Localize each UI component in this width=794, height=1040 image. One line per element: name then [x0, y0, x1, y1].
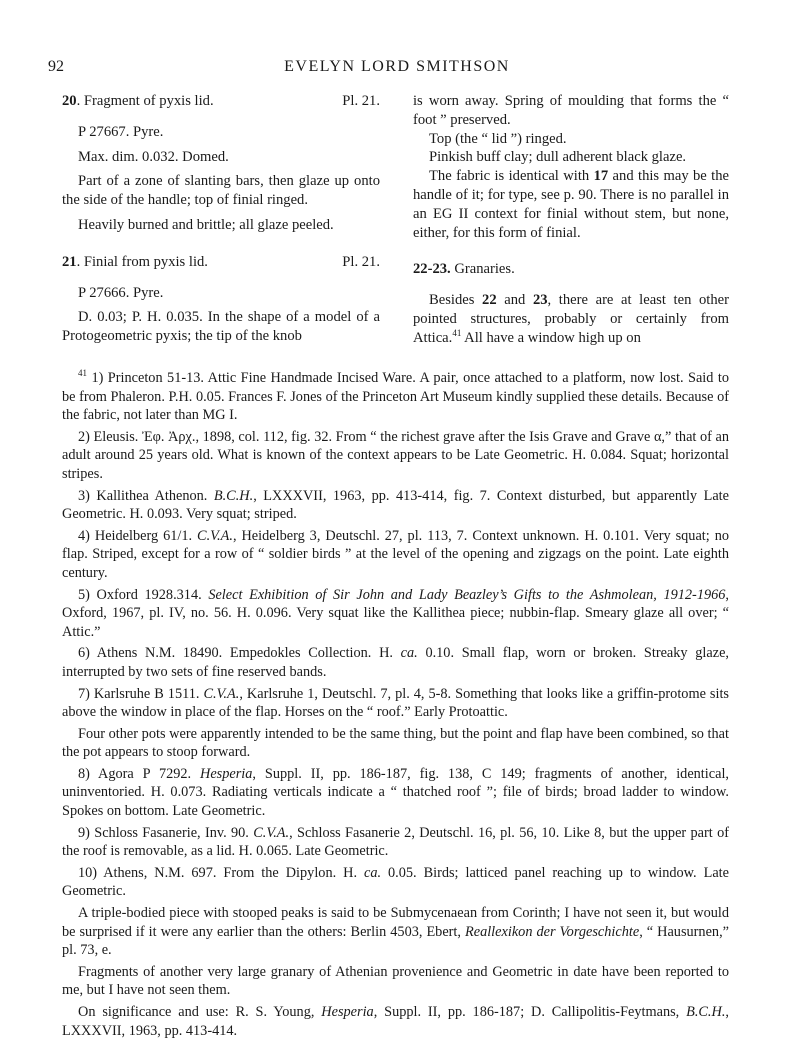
text-run: 5) Oxford 1928.314.: [78, 586, 209, 603]
entry-20-heading: 20. Fragment of pyxis lid. Pl. 21.: [62, 93, 380, 109]
text-run: 6) Athens N.M. 18490. Empedokles Collection. H.: [78, 645, 401, 662]
footnote-significance: [62, 1003, 729, 1040]
entry-21-fabric: [413, 167, 729, 242]
entry-21-continuation: is worn away. Spring of moulding that forms the “ foot ” preserved.: [413, 93, 729, 128]
text-run: Besides: [429, 292, 483, 309]
text-run: , Heidelberg 3, Deutschl. 27, pl. 113, 7. Context unknown. H. 0.101. Very squat; no flap. Striped, except for a row of “ soldier birds ” at the level of the opening and zigzags on the point. Late eighth century.: [62, 527, 729, 581]
entry-21-description: D. 0.03; P. H. 0.035. In the shape of a model of a Protogeometric pyxis; the tip of the knob: [62, 309, 380, 345]
ref-23: 23: [532, 292, 548, 309]
book-title: Select Exhibition of Sir John and Lady Beazley’s Gifts to the Ashmolean, 1912-1966: [208, 586, 726, 603]
footnote-5: [62, 586, 729, 642]
page-number: 92: [48, 58, 64, 75]
footnote-1: [62, 369, 729, 425]
footnote-3: [62, 487, 729, 524]
text-run: and: [496, 292, 533, 309]
text-run: and this may be the handle of it; for type, see p. 90. There is no parallel in an EG II context for finial without stem, but none, either, for this form of finial.: [413, 168, 729, 241]
journal-title: C.V.A.: [253, 824, 290, 841]
footnote-4: [62, 527, 729, 583]
entry-20-title: Fragment of pyxis lid.: [83, 93, 214, 109]
footnote-four-pots: Four other pots were apparently intended to be the same thing, but the point and flap have been combined, so that the pot appears to stoop forward.: [62, 725, 729, 761]
text-run: , Suppl. II, pp. 186-187, fig. 138, C 149; fragments of another, identical, uninventoried. H. 0.073. Radiating verticals indicate a “ thatched roof ”; file of birds; broad ladder to window. Spokes on bottom. Late Geometric.: [62, 765, 729, 820]
section-heading: [413, 260, 729, 279]
footnote-ref-41: 41: [452, 327, 462, 338]
text-run: 8) Agora P 7292.: [78, 765, 200, 782]
text-run: ca.: [400, 645, 418, 662]
book-title: Reallexikon der Vorgeschichte: [464, 923, 640, 940]
text-run: The fabric is identical with: [429, 168, 594, 185]
footnote-2: 2) Eleusis. Ἐφ. Ἀρχ., 1898, col. 112, fig. 32. From “ the richest grave after the Isis Grave and Grave α,” that of an adult around 25 years old. What is known of the context appears to be Late Geometric. H. 0.084. Squat; horizontal stripes.: [62, 428, 729, 482]
footnote-fragments: Fragments of another very large granary of Athenian provenience and Geometric in date have been reported to me, but I have not seen them.: [62, 963, 729, 999]
entry-20-number: 20: [62, 93, 77, 109]
journal-title: C.V.A.: [197, 527, 233, 544]
text-run: 1) Princeton 51-13. Attic Fine Handmade Incised Ware. A pair, once attached to a platform, now lost. Said to be from Phaleron. P.H. 0.05. Frances F. Jones of the Princeton Art Museum kindly supplied these details. Because of the fabric, not later than MG I.: [62, 370, 729, 424]
footnote-10: [62, 864, 729, 901]
text-run: A triple-bodied piece with stooped peaks is said to be Submycenaean from Corinth; I have not seen it, but would be surprised if it were any earlier than the others: Berlin 4503, Ebert,: [62, 905, 729, 940]
text-run: ca.: [363, 864, 382, 881]
text-run: All have a window high up on: [461, 329, 641, 346]
text-run: 10) Athens, N.M. 697. From the Dipylon. H.: [78, 864, 364, 881]
text-run: 4) Heidelberg 61/1.: [78, 527, 198, 544]
entry-20-plate: Pl. 21.: [342, 93, 380, 109]
journal-title: B.C.H.: [686, 1004, 726, 1020]
entry-20-dimensions: Max. dim. 0.032. Domed.: [78, 148, 229, 165]
text-run: , Karlsruhe 1, Deutschl. 7, pl. 4, 5-8. Something that looks like a griffin-protome sits above the window in place of the flap. Horses on the “ roof.” Early Protoattic.: [62, 685, 729, 721]
text-run: 9) Schloss Fasanerie, Inv. 90.: [78, 824, 254, 841]
journal-title: B.C.H.: [213, 487, 254, 504]
footnotes: [62, 369, 729, 1040]
text-run: , Oxford, 1967, pl. IV, no. 56. H. 0.096. Very squat like the Kallithea piece; nubbin-flap. Smeary glaze all over; “ Attic.”: [62, 586, 729, 640]
footnote-marker: 41: [78, 368, 87, 379]
entry-21-number: 21: [62, 253, 77, 270]
entry-21-top: Top (the “ lid ”) ringed.: [429, 130, 567, 147]
text-run: , Schloss Fasanerie 2, Deutschl. 16, pl. 56, 10. Like 8, but the upper part of the roof is removable, as a lid. H. 0.065. Late Geometric.: [62, 824, 729, 860]
entry-20-description: Part of a zone of slanting bars, then glaze up onto the side of the handle; top of finial ringed.: [62, 173, 380, 209]
footnote-7: [62, 685, 729, 722]
entry-21-inventory: P 27666. Pyre.: [78, 284, 164, 301]
section-number: 22-23.: [413, 261, 451, 278]
running-head: EVELYN LORD SMITHSON: [284, 58, 510, 75]
ref-22: 22: [482, 292, 497, 309]
text-run: , “ Hausurnen,” pl. 73, e.: [62, 923, 729, 959]
text-run: , there are at least ten other pointed structures, probably or certainly from Attica.: [413, 292, 729, 346]
entry-20-condition: Heavily burned and brittle; all glaze peeled.: [78, 216, 334, 233]
entry-21-heading: 21. Finial from pyxis lid. Pl. 21.: [62, 253, 380, 270]
text-run: 7) Karlsruhe B 1511.: [78, 685, 204, 702]
text-run: 0.05. Birds; latticed panel reaching up to window. Late Geometric.: [62, 864, 729, 900]
text-run: , LXXXVII, 1963, pp. 413-414, fig. 7. Context disturbed, but apparently Late Geometric. H. 0.093. Very squat; striped.: [62, 487, 729, 523]
footnote-9: [62, 824, 729, 861]
left-column: [62, 92, 380, 346]
footnote-6: [62, 644, 729, 681]
ref-17: 17: [593, 168, 609, 185]
section-title: Granaries.: [454, 261, 515, 278]
entry-21-plate: Pl. 21.: [342, 253, 380, 270]
journal-title: C.V.A.: [203, 685, 240, 702]
text-run: , Suppl. II, pp. 186-187; D. Callipolitis-Feytmans,: [373, 1004, 687, 1020]
entry-21-title: Finial from pyxis lid.: [83, 253, 208, 270]
footnote-triple-bodied: [62, 904, 729, 960]
journal-title: Hesperia: [200, 765, 253, 782]
journal-title: Hesperia: [321, 1004, 374, 1020]
text-run: 3) Kallithea Athenon.: [78, 487, 214, 504]
text-run: , LXXXVII, 1963, pp. 413-414.: [62, 1004, 729, 1039]
right-column: [413, 92, 729, 348]
entry-20-inventory: P 27667. Pyre.: [78, 123, 164, 140]
entry-21-clay: Pinkish buff clay; dull adherent black glaze.: [429, 149, 687, 166]
text-run: 0.10. Small flap, worn or broken. Streaky glaze, interrupted by two sets of fine reserved bands.: [62, 645, 729, 680]
footnote-8: [62, 765, 729, 821]
text-run: On significance and use: R. S. Young,: [78, 1004, 322, 1020]
granaries-intro: [413, 291, 729, 347]
